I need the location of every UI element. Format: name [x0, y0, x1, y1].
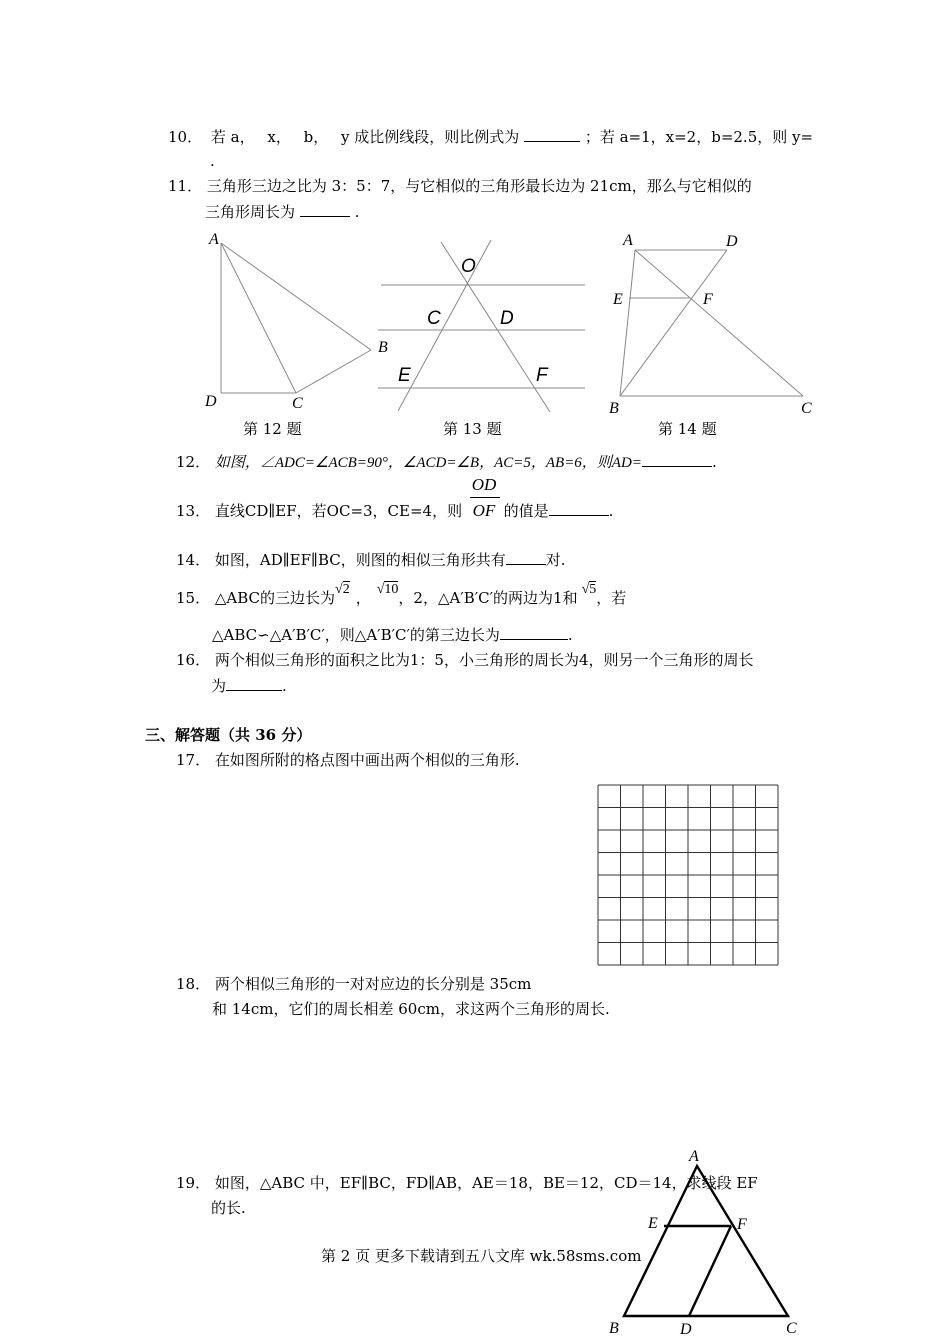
fig13-label-e: E — [398, 365, 411, 386]
fig14-caption: 第 14 题 — [658, 420, 717, 438]
q12-number: 12． — [176, 453, 211, 471]
figure-12 — [221, 243, 371, 393]
q17-number: 17． — [176, 751, 211, 769]
q13-fraction-numerator: OD — [471, 475, 497, 494]
q13-answer-blank[interactable] — [549, 501, 609, 516]
fig13-caption: 第 13 题 — [443, 420, 502, 438]
q17-line: 17． 在如图所附的格点图中画出两个相似的三角形. — [176, 751, 520, 769]
fig14-label-b: B — [609, 400, 619, 417]
lattice-grid[interactable] — [598, 785, 778, 965]
q15-answer-blank[interactable] — [500, 625, 568, 640]
page-footer: 第 2 页 更多下载请到五八文库 wk.58sms.com — [321, 1247, 642, 1265]
figure-13 — [378, 240, 585, 412]
figure-14 — [620, 250, 803, 396]
q18-line1: 18． 两个相似三角形的一对对应边的长分别是 35cm — [176, 975, 532, 993]
q13-number: 13． — [176, 502, 211, 520]
q16-line2: 为 . — [211, 677, 287, 695]
fig13-label-c: C — [427, 308, 441, 329]
q16-number: 16． — [176, 651, 211, 669]
q19-number: 19． — [176, 1174, 211, 1192]
fig13-label-f: F — [536, 365, 548, 386]
fig12-label-c: C — [292, 395, 303, 412]
fig19-label-d: D — [680, 1321, 692, 1338]
q18-number: 18． — [176, 975, 211, 993]
fig12-label-d: D — [205, 393, 217, 410]
fig14-label-d: D — [726, 233, 738, 250]
q19-line1: 19． 如图，△ABC 中，EF∥BC，FD∥AB，AE＝18，BE＝12，CD＝14，求线段 EF — [176, 1174, 758, 1192]
fig19-label-f: F — [737, 1216, 747, 1233]
q16-answer-blank[interactable] — [226, 676, 282, 691]
fig19-label-b: B — [609, 1320, 619, 1337]
q10-number: 10． — [168, 128, 203, 146]
q18-line2: 和 14cm，它们的周长相差 60cm，求这两个三角形的周长. — [212, 1000, 610, 1018]
q15-line2: △ABC∽△A′B′C′，则△A′B′C′的第三边长为 . — [212, 626, 573, 644]
q11-number: 11． — [168, 177, 203, 195]
fig12-caption: 第 12 题 — [243, 420, 302, 438]
q12-line: 12． 如图，∠ADC=∠ACB=90°，∠ACD=∠B，AC=5，AB=6，则AD= . — [176, 453, 717, 471]
sqrt2-radical: √2 — [335, 582, 350, 597]
fig19-label-e: E — [648, 1215, 658, 1232]
fig12-label-b: B — [378, 339, 388, 356]
fig12-label-a: A — [209, 231, 219, 248]
fig19-label-c: C — [786, 1320, 797, 1337]
fig14-label-c: C — [801, 400, 812, 417]
section-3-title: 三、解答题（共 36 分） — [145, 726, 312, 744]
q14-number: 14． — [176, 551, 211, 569]
q11-line2: 三角形周长为 . — [205, 203, 360, 221]
q19-line2: 的长. — [211, 1199, 246, 1217]
q13-line: 13． 直线CD∥EF，若OC=3，CE=4，则 的值是 . — [176, 502, 614, 520]
q14-line: 14． 如图，AD∥EF∥BC，则图的相似三角形共有 对. — [176, 551, 566, 569]
q11-line1: 11． 三角形三边之比为 3：5：7，与它相似的三角形最长边为 21cm，那么与它相似的 — [168, 177, 752, 195]
sqrt5-radical: √5 — [581, 582, 597, 597]
q15-line1: 15． △ABC的三边长为√2 ， √10，2，△A′B′C′的两边为1和 √5，若 — [176, 582, 627, 607]
q10-line2: . — [210, 152, 215, 170]
q14-answer-blank[interactable] — [506, 550, 546, 565]
fig13-label-d: D — [500, 308, 514, 329]
q13-fraction-denominator: OF — [472, 501, 496, 520]
fig13-label-o: O — [461, 256, 476, 277]
q12-answer-blank[interactable] — [642, 452, 712, 467]
q15-number: 15． — [176, 589, 211, 607]
q10-line1: 10． 若 a， x， b， y 成比例线段，则比例式为 ；若 a=1，x=2，b=2.5，则 y= — [168, 128, 814, 146]
sqrt10-radical: √10 — [376, 582, 399, 597]
fig14-label-e: E — [613, 291, 623, 308]
q13-fraction-bar — [470, 497, 500, 498]
fig19-label-a: A — [689, 1148, 699, 1165]
q16-line1: 16． 两个相似三角形的面积之比为1：5，小三角形的周长为4，则另一个三角形的周长 — [176, 651, 754, 669]
fig14-label-a: A — [623, 232, 633, 249]
fig14-label-f: F — [703, 291, 713, 308]
